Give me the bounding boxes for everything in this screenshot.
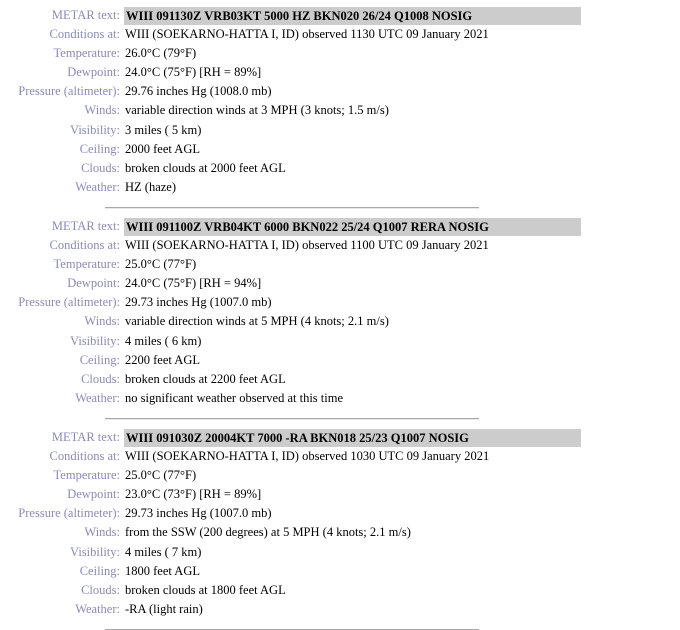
winds-row	[0, 312, 680, 331]
conditions-value: WIII (SOEKARNO-HATTA I, ID) observed 1100 UTC 09 January 2021	[125, 238, 489, 253]
dewpoint-value: 24.0°C (75°F) [RH = 89%]	[125, 65, 262, 80]
ceiling-label: Ceiling:	[79, 141, 120, 156]
metar-label: METAR text:	[51, 219, 120, 233]
ceiling-label: Ceiling:	[79, 352, 120, 367]
clouds-label: Clouds:	[81, 160, 120, 175]
winds-row	[0, 101, 680, 120]
conditions-value: WIII (SOEKARNO-HATTA I, ID) observed 1130 UTC 09 January 2021	[125, 27, 489, 42]
temperature-row	[0, 466, 680, 485]
dewpoint-row	[0, 485, 680, 504]
metar-row	[0, 428, 680, 447]
winds-label: Winds:	[84, 314, 120, 329]
metar-text-value: WIII 091100Z VRB04KT 6000 BKN022 25/24 Q1007 RERA NOSIG	[124, 218, 581, 236]
winds-row	[0, 523, 680, 542]
pressure-label: Pressure (altimeter):	[18, 84, 120, 99]
dewpoint-label: Dewpoint:	[67, 276, 120, 291]
temperature-value: 26.0°C (79°F)	[125, 46, 197, 61]
dewpoint-label: Dewpoint:	[67, 487, 120, 502]
winds-label: Winds:	[84, 103, 120, 118]
conditions-row	[0, 447, 680, 466]
weather-label: Weather:	[75, 390, 120, 405]
metar-report	[0, 6, 680, 197]
ceiling-row	[0, 351, 680, 370]
clouds-value: broken clouds at 2000 feet AGL	[125, 160, 286, 175]
dewpoint-row	[0, 63, 680, 82]
ceiling-value: 2200 feet AGL	[125, 352, 200, 367]
conditions-label: Conditions at:	[49, 449, 120, 464]
metar-report	[0, 428, 680, 619]
conditions-label: Conditions at:	[49, 27, 120, 42]
pressure-row	[0, 504, 680, 523]
visibility-row	[0, 332, 680, 351]
metar-row	[0, 6, 680, 25]
pressure-value: 29.73 inches Hg (1007.0 mb)	[125, 506, 272, 521]
pressure-value: 29.76 inches Hg (1008.0 mb)	[125, 84, 272, 99]
visibility-value: 4 miles ( 7 km)	[125, 544, 202, 559]
weather-label: Weather:	[75, 601, 120, 616]
temperature-row	[0, 255, 680, 274]
clouds-row	[0, 581, 680, 600]
weather-row	[0, 178, 680, 197]
temperature-label: Temperature:	[53, 468, 120, 483]
temperature-label: Temperature:	[53, 257, 120, 272]
weather-value: HZ (haze)	[125, 179, 177, 194]
dewpoint-value: 24.0°C (75°F) [RH = 94%]	[125, 276, 262, 291]
pressure-value: 29.73 inches Hg (1007.0 mb)	[125, 295, 272, 310]
metar-label: METAR text:	[51, 430, 120, 444]
metar-text-value: WIII 091130Z VRB03KT 5000 HZ BKN020 26/24 Q1008 NOSIG	[124, 7, 581, 25]
pressure-row	[0, 293, 680, 312]
weather-value: no significant weather observed at this time	[125, 390, 343, 405]
dewpoint-value: 23.0°C (73°F) [RH = 89%]	[125, 487, 262, 502]
visibility-label: Visibility:	[70, 544, 120, 559]
conditions-value: WIII (SOEKARNO-HATTA I, ID) observed 1030 UTC 09 January 2021	[125, 449, 490, 464]
conditions-row	[0, 236, 680, 255]
temperature-label: Temperature:	[53, 46, 120, 61]
pressure-label: Pressure (altimeter):	[18, 506, 120, 521]
visibility-value: 4 miles ( 6 km)	[125, 333, 202, 348]
report-divider	[105, 418, 479, 420]
visibility-value: 3 miles ( 5 km)	[125, 122, 202, 137]
clouds-value: broken clouds at 1800 feet AGL	[125, 582, 286, 597]
clouds-value: broken clouds at 2200 feet AGL	[125, 371, 286, 386]
winds-value: variable direction winds at 5 MPH (4 knots; 2.1 m/s)	[125, 314, 389, 329]
ceiling-row	[0, 140, 680, 159]
ceiling-value: 2000 feet AGL	[125, 141, 200, 156]
temperature-value: 25.0°C (77°F)	[125, 468, 197, 483]
clouds-row	[0, 159, 680, 178]
pressure-row	[0, 82, 680, 101]
conditions-label: Conditions at:	[49, 238, 120, 253]
temperature-value: 25.0°C (77°F)	[125, 257, 197, 272]
visibility-row	[0, 543, 680, 562]
clouds-label: Clouds:	[81, 582, 120, 597]
pressure-label: Pressure (altimeter):	[18, 295, 120, 310]
visibility-label: Visibility:	[70, 333, 120, 348]
visibility-row	[0, 121, 680, 140]
temperature-row	[0, 44, 680, 63]
visibility-label: Visibility:	[70, 122, 120, 137]
report-divider	[105, 207, 479, 209]
metar-report	[0, 217, 680, 408]
metar-text-value: WIII 091030Z 20004KT 7000 -RA BKN018 25/23 Q1007 NOSIG	[124, 429, 581, 447]
weather-label: Weather:	[75, 179, 120, 194]
winds-value: from the SSW (200 degrees) at 5 MPH (4 knots; 2.1 m/s)	[125, 525, 411, 540]
clouds-row	[0, 370, 680, 389]
weather-row	[0, 389, 680, 408]
dewpoint-label: Dewpoint:	[67, 65, 120, 80]
weather-value: -RA (light rain)	[125, 601, 203, 616]
ceiling-row	[0, 562, 680, 581]
clouds-label: Clouds:	[81, 371, 120, 386]
dewpoint-row	[0, 274, 680, 293]
metar-label: METAR text:	[51, 8, 120, 22]
winds-value: variable direction winds at 3 MPH (3 knots; 1.5 m/s)	[125, 103, 389, 118]
winds-label: Winds:	[84, 525, 120, 540]
weather-row	[0, 600, 680, 619]
ceiling-label: Ceiling:	[79, 563, 120, 578]
metar-row	[0, 217, 680, 236]
ceiling-value: 1800 feet AGL	[125, 563, 200, 578]
conditions-row	[0, 25, 680, 44]
